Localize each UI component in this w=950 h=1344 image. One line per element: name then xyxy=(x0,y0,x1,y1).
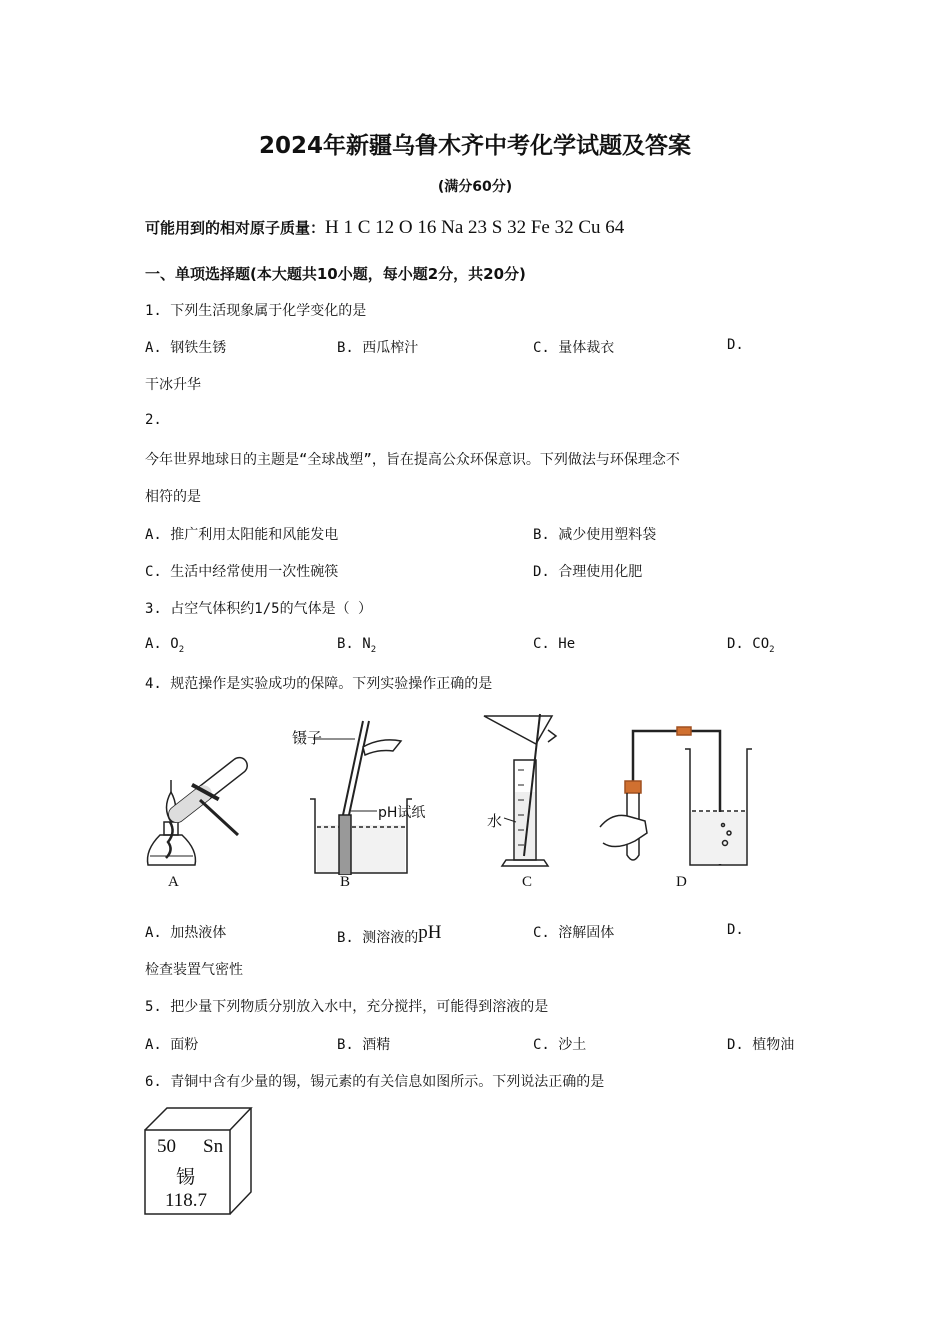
q4-stem: 4. 规范操作是实验成功的保障。下列实验操作正确的是 xyxy=(145,676,493,692)
element-symbol: Sn xyxy=(203,1136,224,1157)
q1-stem: 1. 下列生活现象属于化学变化的是 xyxy=(145,303,367,319)
q3-stem: 3. 占空气体积约1/5的气体是（ ） xyxy=(145,601,373,617)
q4-option-a: A. 加热液体 xyxy=(145,925,227,941)
q4-option-b xyxy=(337,922,442,947)
element-atomic-mass: 118.7 xyxy=(165,1190,208,1211)
q2-number: 2. xyxy=(145,412,162,428)
element-atomic-number: 50 xyxy=(157,1136,176,1157)
q2-option-a: A. 推广利用太阳能和风能发电 xyxy=(145,527,339,543)
q4-option-d-text: 检查装置气密性 xyxy=(145,962,243,978)
q2-stem-line1: 今年世界地球日的主题是“全球战塑”，旨在提高公众环保意识。下列做法与环保理念不 xyxy=(145,452,680,468)
fig-d-airtightness xyxy=(595,715,755,875)
q1-option-c: C. 量体裁衣 xyxy=(533,340,615,356)
fig-b-ph-paper-label: pH试纸 xyxy=(378,805,426,821)
q5-option-b: B. 酒精 xyxy=(337,1037,391,1053)
atomic-mass-label: 可能用到的相对原子质量： xyxy=(145,219,326,237)
q4-option-d: D. xyxy=(727,922,744,938)
q4-option-b-label: B. 测溶液的 xyxy=(337,930,419,946)
q6-stem: 6. 青铜中含有少量的锡，锡元素的有关信息如图所示。下列说法正确的是 xyxy=(145,1074,605,1090)
q3-option-a-sub: 2 xyxy=(178,644,185,655)
q2-option-d: D. 合理使用化肥 xyxy=(533,564,643,580)
page-subtitle: (满分60分) xyxy=(437,179,513,195)
q1-option-d: D. xyxy=(727,337,744,353)
q3-option-c: C. He xyxy=(533,636,576,652)
q1-option-a: A. 钢铁生锈 xyxy=(145,340,227,356)
fig-b-tweezers-label: 镊子 xyxy=(292,729,323,747)
q5-option-c: C. 沙土 xyxy=(533,1037,587,1053)
fig-b-label: B xyxy=(340,874,351,890)
q3-option-b-sub: 2 xyxy=(370,644,377,655)
q3-option-a-label: A. O xyxy=(145,636,179,652)
q5-option-d: D. 植物油 xyxy=(727,1037,795,1053)
q2-stem-line2: 相符的是 xyxy=(145,489,201,505)
atomic-mass-line xyxy=(145,217,624,239)
q1-option-b: B. 西瓜榨汁 xyxy=(337,340,419,356)
q2-option-c: C. 生活中经常使用一次性碗筷 xyxy=(145,564,339,580)
q4-option-b-ph: pH xyxy=(418,922,442,943)
q3-option-a xyxy=(145,636,184,655)
q3-option-b xyxy=(337,636,376,655)
q4-option-c: C. 溶解固体 xyxy=(533,925,615,941)
fig-d-label: D xyxy=(676,874,687,890)
q2-option-b: B. 减少使用塑料袋 xyxy=(533,527,657,543)
q5-option-a: A. 面粉 xyxy=(145,1037,199,1053)
section-heading: 一、单项选择题(本大题共10小题，每小题2分，共20分) xyxy=(145,265,526,283)
fig-c-cylinder xyxy=(478,710,578,870)
q3-option-d xyxy=(727,636,775,655)
fig-a-label: A xyxy=(168,874,179,890)
q3-option-d-label: D. CO xyxy=(727,636,770,652)
atomic-mass-values: H 1 C 12 O 16 Na 23 S 32 Fe 32 Cu 64 xyxy=(325,217,625,238)
q5-stem: 5. 把少量下列物质分别放入水中，充分搅拌，可能得到溶液的是 xyxy=(145,999,549,1015)
element-name: 锡 xyxy=(176,1166,196,1188)
page-title: 2024年新疆乌鲁木齐中考化学试题及答案 xyxy=(258,133,691,159)
q3-option-d-sub: 2 xyxy=(769,644,775,655)
fig-c-water-label: 水 xyxy=(487,812,503,830)
fig-c-label: C xyxy=(522,874,533,890)
fig-a-heating xyxy=(140,730,250,880)
q3-option-b-label: B. N xyxy=(337,636,371,652)
q1-option-d-text: 干冰升华 xyxy=(145,377,201,393)
